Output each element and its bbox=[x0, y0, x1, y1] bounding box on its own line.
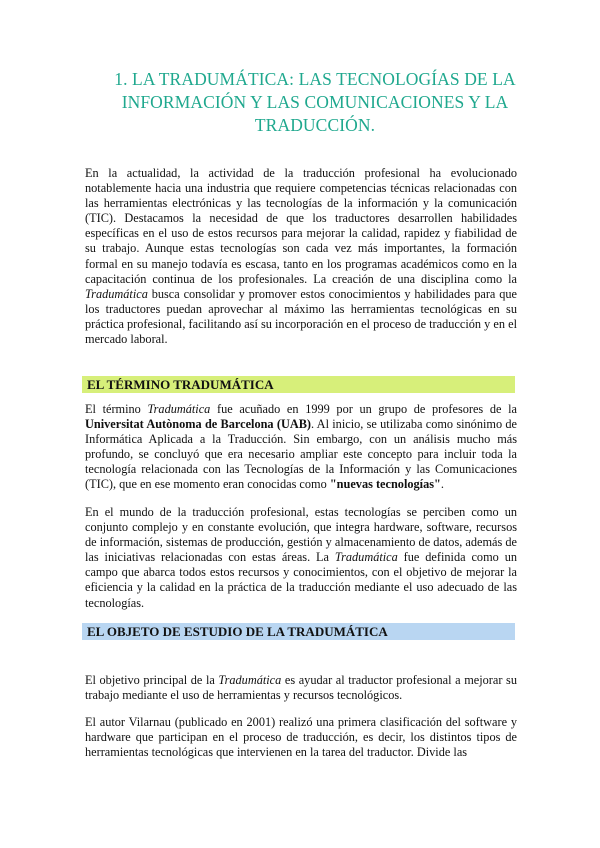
objeto-p1-emphasis: Tradumática bbox=[218, 673, 282, 687]
termino-paragraph-2 bbox=[85, 505, 517, 611]
intro-text-1: En la actualidad, la actividad de la traducción profesional ha evolucionado notablemente hacia una industria que requiere competencias técnicas relacionadas con las herramientas electrónicas y las tecnologías de la información y la comunicación (TIC). Destacamos la necesidad de que los traductores desarrollen habilidades específicas en el uso de estos recursos para mejorar la calidad, rapidez y fiabilidad de su trabajo. Aunque estas tecnologías son cada vez más importantes, la formación formal en su manejo todavía es escasa, tanto en los programas académicos como en la capacitación continua de los profesionales. La creación de una disciplina como la bbox=[85, 166, 517, 286]
objeto-p1-text-1: El objetivo principal de la bbox=[85, 673, 219, 687]
termino-p1-bold-uab: Universitat Autònoma de Barcelona (UAB) bbox=[85, 417, 312, 432]
termino-p1-emphasis: Tradumática bbox=[147, 402, 211, 416]
objeto-paragraph-2: El autor Vilarnau (publicado en 2001) realizó una primera clasificación del software y hardware que participan en el proceso de traducción, es decir, los distintos tipos de herramientas tecnológicas que intervienen en la tarea del traductor. Divide las bbox=[85, 715, 517, 760]
intro-emphasis: Tradumática bbox=[85, 286, 148, 301]
intro-paragraph bbox=[85, 166, 517, 347]
intro-text-2: busca consolidar y promover estos conocimientos y habilidades para que los traductores puedan aprovechar al máximo las herramientas tecnológicas en su práctica profesional, facilitando así su incorporación en el proceso de traducción y en el mercado laboral. bbox=[85, 286, 517, 347]
section-heading-objeto: EL OBJETO DE ESTUDIO DE LA TRADUMÁTICA bbox=[82, 623, 515, 640]
termino-p1-text-1: El término bbox=[85, 402, 148, 416]
termino-p2-text-2: fue definida como un campo que abarca todos estos recursos y conocimientos, con el objetivo de mejorar la eficiencia y la calidad en la práctica de la traducción mediante el uso adecuado de las tecnologías. bbox=[85, 550, 517, 610]
termino-p2-emphasis: Tradumática bbox=[334, 550, 398, 565]
termino-p1-text-4: . bbox=[440, 477, 444, 492]
objeto-paragraph-1 bbox=[85, 673, 517, 703]
termino-p1-text-2: fue acuñado en 1999 por un grupo de profesores de la bbox=[210, 402, 517, 416]
termino-p1-bold-nuevas: "nuevas tecnologías" bbox=[329, 477, 441, 492]
page-title: 1. LA TRADUMÁTICA: LAS TECNOLOGÍAS DE LA INFORMACIÓN Y LAS COMUNICACIONES Y LA TRADUCCIÓN. bbox=[114, 69, 516, 135]
termino-p1-text-3: . Al inicio, se utilizaba como sinónimo de Informática Aplicada a la Traducción. Sin embargo, con un análisis mucho más profundo, se concluyó que era necesario ampliar este concepto para incluir toda la tecnología relacionada con las Tecnologías de la Información y las Comunicaciones (TIC), que en ese momento eran conocidas como bbox=[85, 417, 517, 492]
termino-p2-text-1: En el mundo de la traducción profesional, estas tecnologías se perciben como un conjunto complejo y en constante evolución, que integra hardware, software, recursos de información, sistemas de producción, gestión y almacenamiento de datos, además de las iniciativas relacionadas con estas áreas. La bbox=[85, 505, 517, 565]
termino-paragraph-1 bbox=[85, 402, 517, 493]
objeto-p1-text-2: es ayudar al traductor profesional a mejorar su trabajo mediante el uso de herramientas y recursos tecnológicos. bbox=[85, 673, 517, 703]
section-heading-termino: EL TÉRMINO TRADUMÁTICA bbox=[82, 376, 515, 393]
